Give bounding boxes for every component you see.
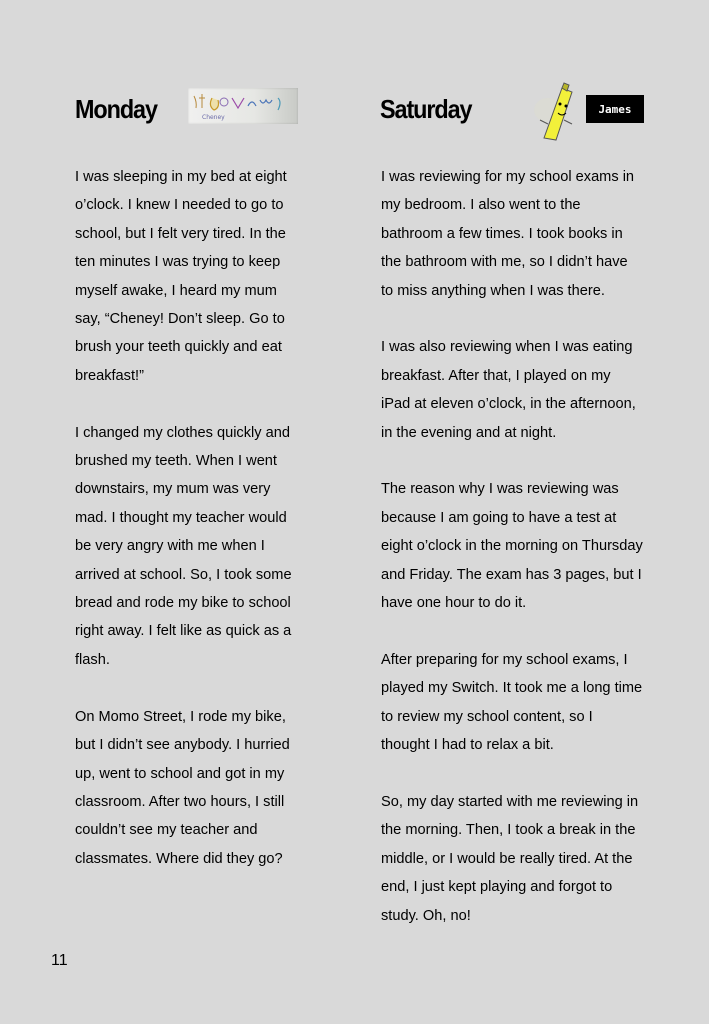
paragraph: After preparing for my school exams, I played my Switch. It took me a long time to review my school content, so I thought I had to relax a bit.: [381, 651, 643, 754]
paragraph: I changed my clothes quickly and brushed my teeth. When I went downstairs, my mum was very mad. I thought my teacher would be very angry with me when I arrived at school. So, I took some bread and rode my bike to school right away. I felt like as quick as a flash.: [75, 424, 292, 668]
paragraph: I was reviewing for my school exams in my bedroom. I also went to the bathroom a few times. I took books in the bathroom with me, so I didn’t have to miss anything when I was there.: [381, 169, 635, 299]
cheney-signature-image: [188, 88, 298, 124]
heading-saturday: Saturday: [380, 94, 472, 124]
monday-text-column: [75, 163, 297, 902]
saturday-text-column: [381, 163, 643, 958]
paragraph: On Momo Street, I rode my bike, but I didn’t see anybody. I hurried up, went to school and got in my classroom. After two hours, I still couldn’t see my teacher and classmates. Where did they go?: [75, 708, 290, 867]
heading-monday: Monday: [75, 94, 157, 124]
paragraph: The reason why I was reviewing was because I am going to have a test at eight o’clock in the morning on Thursday and Friday. The exam has 3 pages, but I have one hour to do it.: [381, 481, 643, 612]
banana-mascot-icon: [528, 80, 584, 144]
paragraph: So, my day started with me reviewing in the morning. Then, I took a break in the middle, or I would be really tired. At the end, I just kept playing and forgot to study. Oh, no!: [381, 793, 639, 924]
svg-text:Cheney: Cheney: [202, 114, 225, 121]
paragraph: I was also reviewing when I was eating breakfast. After that, I played on my iPad at eleven o’clock, in the afternoon, in the evening and at night.: [381, 339, 636, 441]
name-tag-james: James: [586, 95, 644, 123]
paragraph: I was sleeping in my bed at eight o’clock. I knew I needed to go to school, but I felt very tired. In the ten minutes I was trying to keep myself awake, I heard my mum say, “Cheney! Don’t sleep. Go to brush your teeth quickly and eat breakfast!”: [75, 169, 287, 384]
page-number: 11: [51, 952, 68, 969]
